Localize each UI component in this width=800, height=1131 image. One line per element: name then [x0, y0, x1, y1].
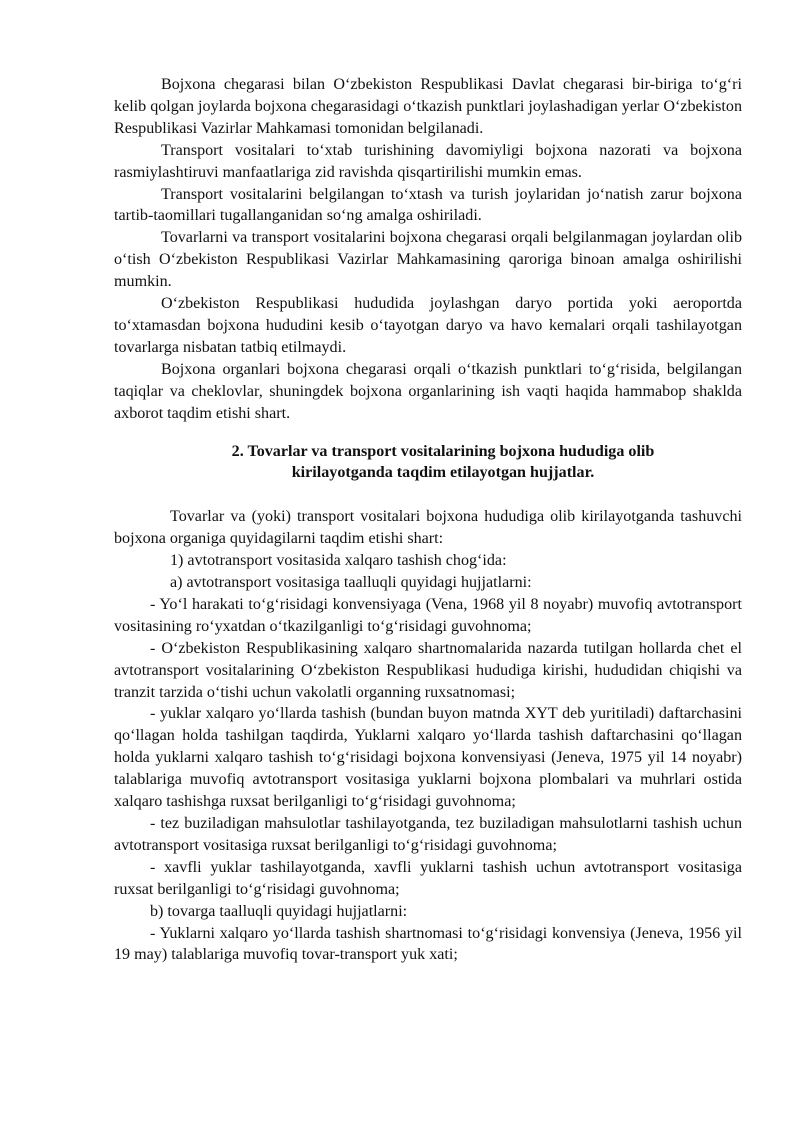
dash-item-perishable: - tez buziladigan mahsulotlar tashilayotganda, tez buziladigan mahsulotlarni tashish uchun avtotransport vositasiga ruxsat berilganligi to‘g‘risidagi guvohnoma;: [114, 815, 742, 854]
list-item-a: a) avtotransport vositasiga taalluqli quyidagi hujjatlarni:: [170, 574, 532, 592]
document-page: [114, 74, 742, 966]
paragraph-public-information: Bojxona organlari bojxona chegarasi orqali o‘tkazish punktlari to‘g‘risida, belgilangan taqiqlar va cheklovlar, shuningdek bojxona organlarining ish vaqti haqida hammabop shaklda axborot taqdim etishi shart.: [114, 360, 742, 422]
dash-item-tir: - yuklar xalqaro yo‘llarda tashish (bundan buyon matnda XYT deb yuritiladi) daftarchasini qo‘llagan holda tashilgan taqdirda, Yuklarni xalqaro yo‘llarda tashish daftarchasini qo‘llagan holda yuklarni xalqaro tashish to‘g‘risidagi bojxona konvensiyasi (Jeneva, 1975 yil 14 noyabr) talablariga muvofiq avtotransport vositasiga yuklarni bojxona plombalari va muhrlari ostida xalqaro tashishga ruxsat berilganligi to‘g‘risidagi guvohnoma;: [114, 705, 742, 811]
list-item-1: 1) avtotransport vositasida xalqaro tashish chog‘ida:: [170, 552, 507, 570]
section-heading-line1: 2. Tovarlar va transport vositalarining bojxona hududiga olib: [231, 442, 655, 460]
section-heading-line2: kirilayotganda taqdim etilayotgan hujjatlar.: [291, 464, 595, 482]
section-intro: Tovarlar va (yoki) transport vositalari bojxona hududiga olib kirilayotganda tashuvchi bojxona organiga quyidagilarni taqdim etishi shart:: [114, 508, 742, 548]
list-item-b: b) tovarga taalluqli quyidagi hujjatlarni:: [150, 902, 408, 920]
paragraph-border-points: Bojxona chegarasi bilan O‘zbekiston Respublikasi Davlat chegarasi bir-biriga to‘g‘ri kelib qolgan joylarda bojxona chegarasidagi o‘tkazish punktlari joylashadigan yerlar O‘zbekiston Respublikasi Vazirlar Mahkamasi tomonidan belgilanadi.: [114, 76, 742, 137]
paragraph-unassigned-crossing: Tovarlarni va transport vositalarini bojxona chegarasi orqali belgilanmagan joylardan olib o‘tish O‘zbekiston Respublikasi Vazirlar Mahkamasining qaroriga binoan amalga oshirilishi mumkin.: [114, 229, 742, 291]
paragraph-stop-duration: Transport vositalari to‘xtab turishining davomiyligi bojxona nazorati va bojxona rasmiylashtiruvi manfaatlariga zid ravishda qisqartirilishi mumkin emas.: [114, 141, 742, 181]
paragraph-departure: Transport vositalarini belgilangan to‘xtash va turish joylaridan jo‘natish zarur bojxona tartib-taomillari tugallanganidan so‘ng amalga oshiriladi.: [114, 185, 742, 225]
dash-item-dangerous: - xavfli yuklar tashilayotganda, xavfli yuklarni tashish uchun avtotransport vositasiga ruxsat berilganligi to‘g‘risidagi guvohnoma;: [114, 858, 742, 898]
dash-item-permit: - O‘zbekiston Respublikasining xalqaro shartnomalarida nazarda tutilgan hollarda chet el avtotransport vositalarining O‘zbekiston Respublikasi hududiga kirishi, hududidan chiqishi va tranzit tarzida o‘tishi uchun vakolatli organning ruxsatnomasi;: [114, 639, 742, 701]
dash-item-waybill: - Yuklarni xalqaro yo‘llarda tashish shartnomasi to‘g‘risidagi konvensiya (Jeneva, 1956 yil 19 may) talablariga muvofiq tovar-transport yuk xati;: [114, 924, 742, 964]
paragraph-river-air-vessels: O‘zbekiston Respublikasi hududida joylashgan daryo portida yoki aeroportda to‘xtamasdan bojxona hududini kesib o‘tayotgan daryo va havo kemalari orqali tashilayotgan tovarlarga nisbatan tatbiq etilmaydi.: [114, 295, 742, 356]
dash-item-registration: - Yo‘l harakati to‘g‘risidagi konvensiyaga (Vena, 1968 yil 8 noyabr) muvofiq avtotransport vositasining ro‘yxatdan o‘tkazilganligi to‘g‘risidagi guvohnoma;: [114, 595, 742, 635]
section-heading: [114, 441, 742, 485]
